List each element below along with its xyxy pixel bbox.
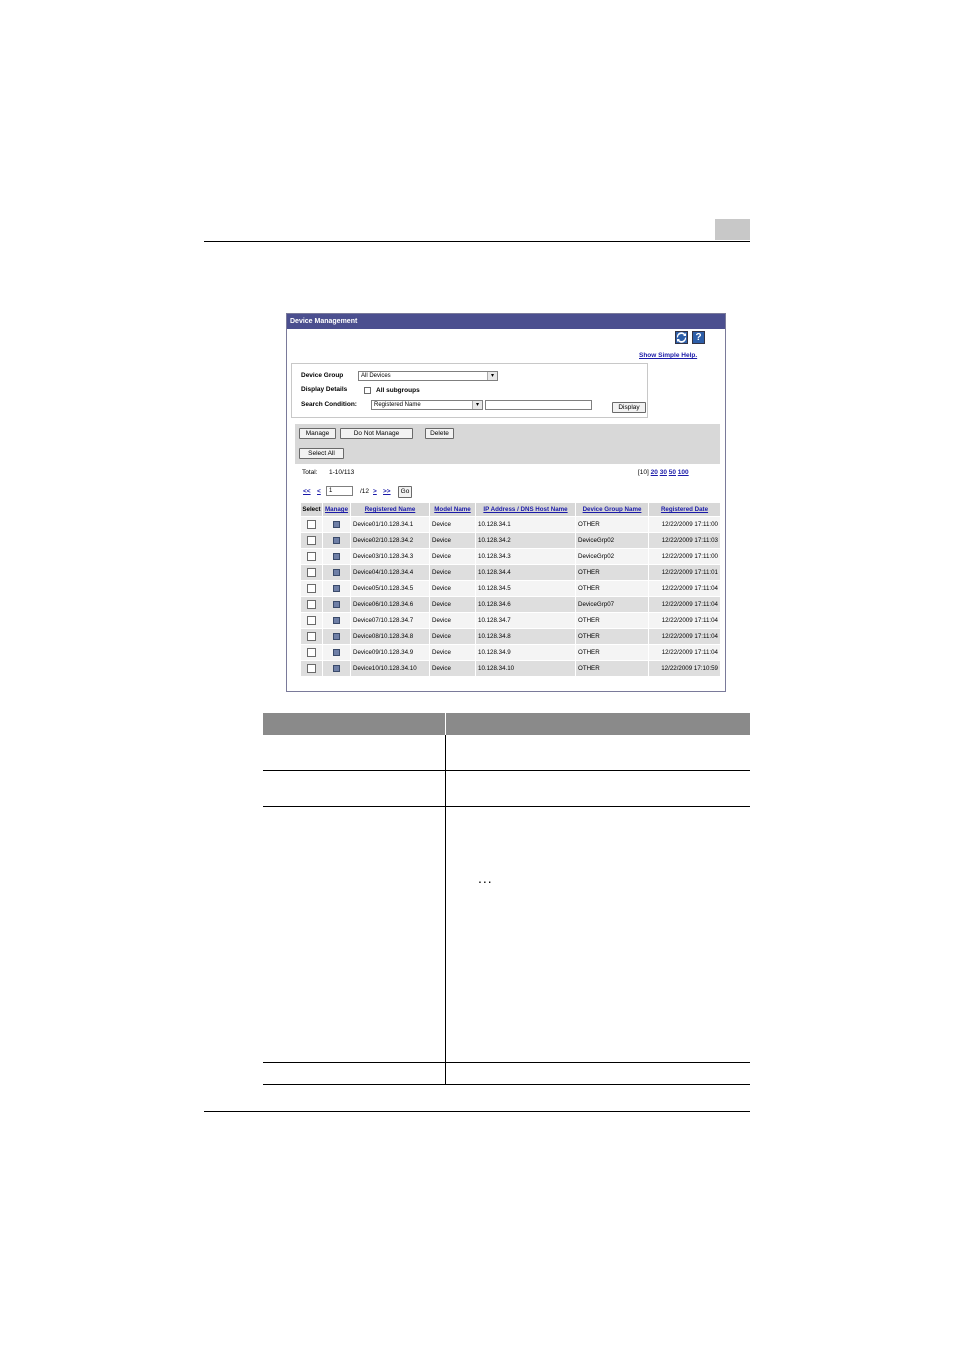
registered-date-cell: 12/22/2009 17:11:04: [649, 613, 721, 629]
device-table-body: [301, 517, 721, 677]
device-icon[interactable]: [333, 553, 340, 560]
device-group-cell: OTHER: [576, 565, 649, 581]
row-manage-cell: [323, 549, 351, 565]
row-divider: [263, 770, 750, 771]
device-icon[interactable]: [333, 633, 340, 640]
total-value: 1-10/113: [329, 469, 355, 476]
table-row: [301, 629, 721, 645]
device-group-cell: OTHER: [576, 645, 649, 661]
device-group-cell: OTHER: [576, 661, 649, 677]
model-name-cell: Device: [430, 629, 476, 645]
registered-date-cell: 12/22/2009 17:11:04: [649, 581, 721, 597]
row-manage-cell: [323, 597, 351, 613]
row-select-checkbox[interactable]: [307, 632, 316, 641]
ip-address-cell: 10.128.34.9: [476, 645, 576, 661]
window-title: Device Management: [287, 314, 725, 329]
row-select-checkbox[interactable]: [307, 648, 316, 657]
per-page-50[interactable]: 50: [668, 469, 676, 476]
registered-name-cell: Device08/10.128.34.8: [351, 629, 430, 645]
col-device-group-name[interactable]: Device Group Name: [576, 503, 649, 517]
per-page-30[interactable]: 30: [659, 469, 667, 476]
page-tab-marker: [715, 219, 750, 240]
next-page-link[interactable]: >: [373, 488, 377, 495]
row-select-checkbox[interactable]: [307, 536, 316, 545]
last-page-link[interactable]: >>: [383, 488, 391, 495]
per-page-20[interactable]: 20: [650, 469, 658, 476]
all-subgroups-label: All subgroups: [376, 387, 420, 394]
col-ip-address[interactable]: IP Address / DNS Host Name: [476, 503, 576, 517]
search-panel: [291, 363, 648, 418]
device-group-cell: OTHER: [576, 581, 649, 597]
row-select-cell: [301, 517, 323, 533]
model-name-cell: Device: [430, 645, 476, 661]
registered-date-cell: 12/22/2009 17:10:59: [649, 661, 721, 677]
show-simple-help-link[interactable]: Show Simple Help.: [639, 352, 698, 359]
model-name-cell: Device: [430, 613, 476, 629]
table-row: [301, 565, 721, 581]
table-row: [301, 645, 721, 661]
search-condition-select[interactable]: [371, 400, 483, 410]
registered-date-cell: 12/22/2009 17:11:00: [649, 517, 721, 533]
registered-date-cell: 12/22/2009 17:11:03: [649, 533, 721, 549]
table-row: [301, 549, 721, 565]
registered-date-cell: 12/22/2009 17:11:04: [649, 597, 721, 613]
device-group-cell: DeviceGrp02: [576, 533, 649, 549]
header-divider: [445, 713, 446, 735]
delete-button[interactable]: Delete: [425, 428, 454, 439]
device-group-label: Device Group: [301, 372, 344, 379]
device-management-window: [286, 313, 726, 692]
table-row: [301, 597, 721, 613]
page-number-input[interactable]: 1: [326, 486, 353, 496]
device-icon[interactable]: [333, 537, 340, 544]
row-select-cell: [301, 645, 323, 661]
row-select-cell: [301, 597, 323, 613]
display-button[interactable]: Display: [612, 402, 646, 413]
registered-name-cell: Device10/10.128.34.10: [351, 661, 430, 677]
model-name-cell: Device: [430, 597, 476, 613]
device-icon[interactable]: [333, 649, 340, 656]
ip-address-cell: 10.128.34.5: [476, 581, 576, 597]
registered-date-cell: 12/22/2009 17:11:00: [649, 549, 721, 565]
ip-address-cell: 10.128.34.8: [476, 629, 576, 645]
search-condition-label: Search Condition:: [301, 401, 357, 408]
model-name-cell: Device: [430, 517, 476, 533]
device-group-cell: OTHER: [576, 517, 649, 533]
ip-address-cell: 10.128.34.6: [476, 597, 576, 613]
model-name-cell: Device: [430, 565, 476, 581]
registered-date-cell: 12/22/2009 17:11:04: [649, 629, 721, 645]
device-icon[interactable]: [333, 617, 340, 624]
col-select: Select: [301, 503, 323, 517]
table-row: [301, 613, 721, 629]
device-group-cell: OTHER: [576, 629, 649, 645]
table-row: [301, 661, 721, 677]
row-select-cell: [301, 613, 323, 629]
row-manage-cell: [323, 533, 351, 549]
ip-address-cell: 10.128.34.4: [476, 565, 576, 581]
col-registered-date[interactable]: Registered Date: [649, 503, 721, 517]
row-select-cell: [301, 629, 323, 645]
per-page-100[interactable]: 100: [677, 469, 689, 476]
help-icon[interactable]: ?: [692, 331, 705, 344]
registered-name-cell: Device03/10.128.34.3: [351, 549, 430, 565]
device-table: [300, 502, 721, 677]
registered-name-cell: Device06/10.128.34.6: [351, 597, 430, 613]
device-icon[interactable]: [333, 665, 340, 672]
manage-button[interactable]: Manage: [299, 428, 336, 439]
registered-name-cell: Device01/10.128.34.1: [351, 517, 430, 533]
row-select-checkbox[interactable]: [307, 520, 316, 529]
model-name-cell: Device: [430, 661, 476, 677]
row-manage-cell: [323, 517, 351, 533]
model-name-cell: Device: [430, 581, 476, 597]
search-condition-value: Registered Name: [374, 402, 421, 408]
row-manage-cell: [323, 565, 351, 581]
select-all-button[interactable]: Select All: [299, 448, 344, 459]
table-header-row: [301, 503, 721, 517]
row-select-cell: [301, 581, 323, 597]
row-select-checkbox[interactable]: [307, 584, 316, 593]
device-group-cell: DeviceGrp02: [576, 549, 649, 565]
row-select-cell: [301, 565, 323, 581]
table-row: [301, 581, 721, 597]
column-divider: [445, 735, 446, 1084]
dropdown-arrow-icon: ▾: [472, 401, 482, 409]
col-model-name[interactable]: Model Name: [430, 503, 476, 517]
device-group-select[interactable]: [358, 371, 498, 381]
row-divider: [263, 1062, 750, 1063]
table-row: [301, 533, 721, 549]
row-divider: [263, 1084, 750, 1085]
device-icon[interactable]: [333, 601, 340, 608]
registered-date-cell: 12/22/2009 17:11:01: [649, 565, 721, 581]
all-subgroups-checkbox[interactable]: [364, 387, 371, 394]
registered-name-cell: Device02/10.128.34.2: [351, 533, 430, 549]
row-select-checkbox[interactable]: [307, 616, 316, 625]
ip-address-cell: 10.128.34.1: [476, 517, 576, 533]
ip-address-cell: 10.128.34.3: [476, 549, 576, 565]
row-divider: [263, 806, 750, 807]
device-icon[interactable]: [333, 521, 340, 528]
row-select-checkbox[interactable]: [307, 568, 316, 577]
per-page-current: [10]: [638, 469, 649, 476]
per-page-options: [638, 469, 689, 476]
device-icon[interactable]: [333, 569, 340, 576]
device-group-cell: OTHER: [576, 613, 649, 629]
table-row: [301, 517, 721, 533]
ip-address-cell: 10.128.34.10: [476, 661, 576, 677]
row-manage-cell: [323, 629, 351, 645]
description-table-header: [263, 713, 750, 735]
footer-rule: [204, 1111, 750, 1112]
ellipsis-mark: ...: [478, 870, 493, 886]
row-select-cell: [301, 533, 323, 549]
row-manage-cell: [323, 661, 351, 677]
header-rule: [204, 241, 750, 242]
model-name-cell: Device: [430, 549, 476, 565]
do-not-manage-button[interactable]: Do Not Manage: [340, 428, 413, 439]
display-details-label: Display Details: [301, 386, 348, 393]
search-text-input[interactable]: [485, 400, 592, 410]
refresh-icon[interactable]: [675, 331, 688, 344]
registered-date-cell: 12/22/2009 17:11:04: [649, 645, 721, 661]
col-manage[interactable]: Manage: [323, 503, 351, 517]
ip-address-cell: 10.128.34.7: [476, 613, 576, 629]
col-registered-name[interactable]: Registered Name: [351, 503, 430, 517]
row-manage-cell: [323, 613, 351, 629]
page-count: /12: [360, 488, 370, 495]
row-select-checkbox[interactable]: [307, 600, 316, 609]
first-page-link[interactable]: <<: [303, 488, 311, 495]
row-manage-cell: [323, 581, 351, 597]
go-button[interactable]: Go: [398, 486, 412, 498]
row-manage-cell: [323, 645, 351, 661]
registered-name-cell: Device04/10.128.34.4: [351, 565, 430, 581]
registered-name-cell: Device05/10.128.34.5: [351, 581, 430, 597]
device-group-cell: DeviceGrp07: [576, 597, 649, 613]
dropdown-arrow-icon: ▾: [487, 372, 497, 380]
row-select-checkbox[interactable]: [307, 664, 316, 673]
total-label: Total:: [302, 469, 318, 476]
model-name-cell: Device: [430, 533, 476, 549]
row-select-cell: [301, 661, 323, 677]
row-select-cell: [301, 549, 323, 565]
prev-page-link[interactable]: <: [317, 488, 321, 495]
device-group-value: All Devices: [361, 373, 391, 379]
row-select-checkbox[interactable]: [307, 552, 316, 561]
action-panel: [295, 424, 720, 464]
registered-name-cell: Device07/10.128.34.7: [351, 613, 430, 629]
ip-address-cell: 10.128.34.2: [476, 533, 576, 549]
registered-name-cell: Device09/10.128.34.9: [351, 645, 430, 661]
device-icon[interactable]: [333, 585, 340, 592]
